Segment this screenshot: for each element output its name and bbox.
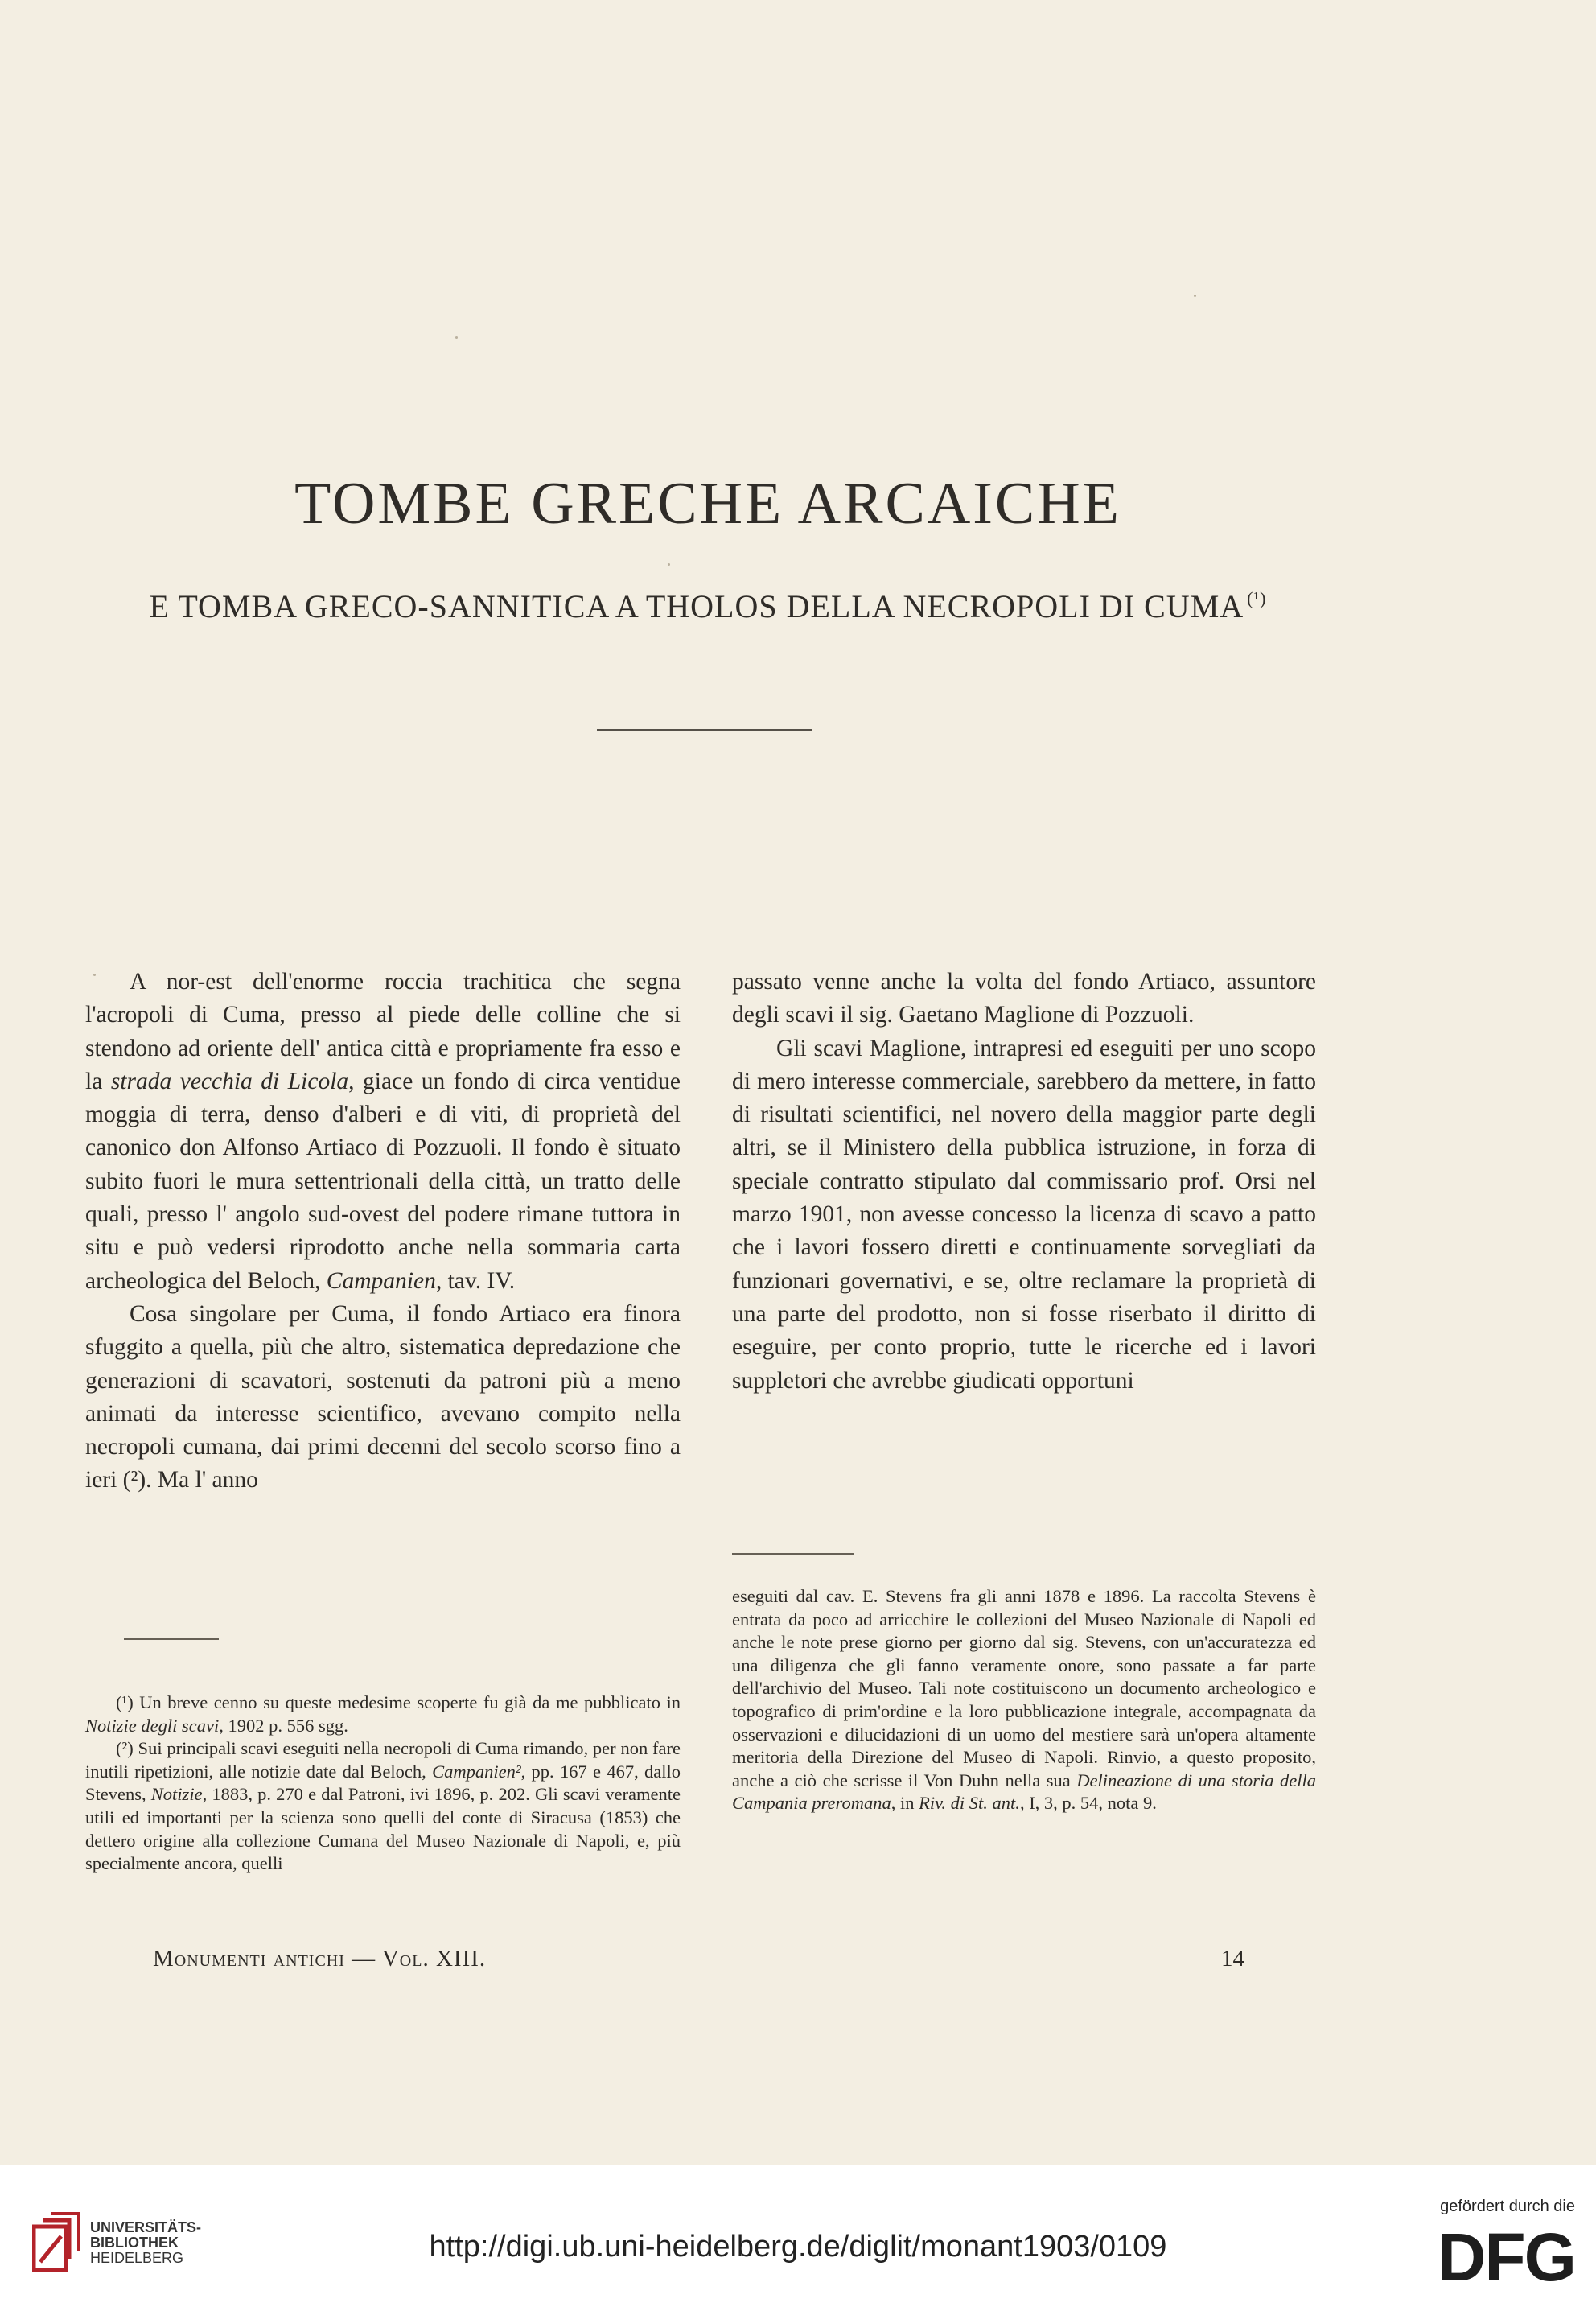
italic-run: Campanien² — [432, 1761, 521, 1782]
library-name-line: BIBLIOTHEK — [90, 2235, 179, 2251]
italic-run: Notizie — [150, 1784, 203, 1805]
paper-speck — [1194, 295, 1196, 297]
footnotes-left — [85, 1691, 681, 1876]
funding-caption: gefördert durch die — [1440, 2198, 1575, 2215]
paper-speck — [668, 563, 670, 566]
left-paragraph-2: Cosa singolare per Cuma, il fondo Artiaco era finora sfuggito a quella, più che altro, sistematica depredazione che generazioni di scavatori, sostenuti da patroni più a meno animati da interesse scientifico, avevano compito nella necropoli cumana, dai primi decenni del secolo scorso fino a ieri (²). Ma l' anno — [85, 1300, 681, 1493]
text-run: eseguiti dal cav. E. Stevens fra gli anni 1878 e 1896. La raccolta Stevens è entrata da poco ad arricchire le collezioni del Museo Nazionale di Napoli ed anche le note prese giorno per giorno dal sig. Stevens, con un'accuratezza ed una diligenza che gli fanno veramente onore, sono passate a far parte dell'archivio del Museo. Tali note costituiscono un documento archeologico e topografico di prim'ordine e la loro pubblicazione integrale, accompagnata da osservazioni e dilucidazioni di un uomo del mestiere sarà un'opera altamente meritoria della Direzione del Museo di Napoli. Rinvio, a questo proposito, anche a ciò che scrisse il Von Duhn nella sua — [732, 1586, 1316, 1790]
subtitle-text: E TOMBA GRECO-SANNITICA A THOLOS DELLA NECROPOLI DI CUMA — [149, 588, 1244, 624]
title-divider — [597, 729, 812, 731]
italic-run: Riv. di St. ant. — [919, 1793, 1020, 1814]
journal-footer: Monumenti antichi — Vol. XIII. — [153, 1946, 487, 1971]
footnote-rule-left — [124, 1638, 219, 1640]
dfg-logo[interactable]: DFG — [1437, 2219, 1575, 2295]
text-run: , tav. IV. — [435, 1267, 516, 1294]
left-paragraph-1 — [85, 966, 681, 1298]
italic-run: strada vecchia di Licola — [110, 1068, 349, 1094]
italic-run: Notizie degli scavi — [85, 1715, 220, 1736]
footnote-rule-right — [732, 1553, 854, 1555]
text-run: , 1883, p. 270 e dal Patroni, ivi 1896, p. 202. Gli scavi veramente utili ed importanti per la scienza sono quelli del conte di Siracusa (1853) che dettero origine alla collezione Cumana del Museo Nazionale di Napoli, e, più specialmente ancora, quelli — [85, 1784, 681, 1874]
footnote-1 — [85, 1691, 681, 1737]
text-run: A nor-est dell'enorme roccia trachitica che segna l'acropoli di Cuma, presso al piede delle colline che si stendono ad oriente dell' antica città e propriamente fra esso e la — [85, 969, 681, 1094]
right-paragraph-2: Gli scavi Maglione, intrapresi ed eseguiti per uno scopo di mero interesse commerciale, sarebbero da mettere, in fatto di risultati scientifici, nel novero della maggior parte degli altri, se il Ministero della pubblica istruzione, in forza di speciale contratto stipulato dal commissario prof. Orsi nel marzo 1901, non avesse concesso la licenza di scavo a patto che i lavori fossero diretti e continuamente sorvegliati da funzionari governativi, e se, oltre reclamare la proprietà di una parte del prodotto, non si fosse riserbato il diritto di eseguire, per conto proprio, tutte le ricerche ed i lavori suppletori che avrebbe giudicati opportuni — [732, 1035, 1316, 1394]
right-column — [732, 966, 1316, 1398]
right-paragraph-1: passato venne anche la volta del fondo Artiaco, assuntore degli scavi il sig. Gaetano Maglione di Pozzuoli. — [732, 969, 1316, 1028]
text-run: (¹) Un breve cenno su queste medesime scoperte fu già da me pubblicato in — [116, 1692, 681, 1712]
paper-speck — [93, 974, 96, 976]
text-run: (²) Sui principali scavi eseguiti nella necropoli di Cuma rimando, per non fare inutili ripetizioni, alle notizie date dal Beloch, — [85, 1738, 681, 1782]
text-run: , pp. 167 e 467, dallo Stevens, — [85, 1761, 681, 1805]
article-title: TOMBE GRECHE ARCAICHE — [294, 471, 1121, 537]
subtitle-footnote-marker: (¹) — [1247, 588, 1267, 608]
italic-run: Campanien — [326, 1267, 436, 1294]
viewer-footer — [0, 2165, 1596, 2307]
text-run: , I, 3, p. 54, nota 9. — [1019, 1793, 1157, 1814]
library-name-line: UNIVERSITÄTS- — [90, 2219, 202, 2235]
library-name-line: HEIDELBERG — [90, 2250, 184, 2266]
document-url-link[interactable]: http://digi.ub.uni-heidelberg.de/diglit/monant1903/0109 — [429, 2230, 1167, 2264]
text-run: , giace un fondo di circa ventidue moggia di terra, denso d'alberi e di viti, di proprietà del canonico don Alfonso Artiaco di Pozzuoli. Il fondo è situato subito fuori le mura settentrionali della città, un tratto delle quali, presso l' angolo sud-ovest del podere rimane tuttora in situ e può vedersi riprodotto anche nella sommaria carta archeologica del Beloch, — [85, 1068, 681, 1294]
page-number: 14 — [1221, 1946, 1244, 1971]
footnotes-right — [732, 1585, 1316, 1815]
left-column — [85, 966, 681, 1497]
text-run: , in — [891, 1793, 919, 1814]
italic-run: Delineazione di una storia della Campania preromana — [732, 1769, 1316, 1814]
article-subtitle — [0, 587, 1416, 625]
footnote-2-continued — [732, 1585, 1316, 1815]
text-run: , 1902 p. 556 sgg. — [219, 1715, 348, 1736]
footnote-2 — [85, 1737, 681, 1876]
paper-speck — [455, 336, 458, 339]
